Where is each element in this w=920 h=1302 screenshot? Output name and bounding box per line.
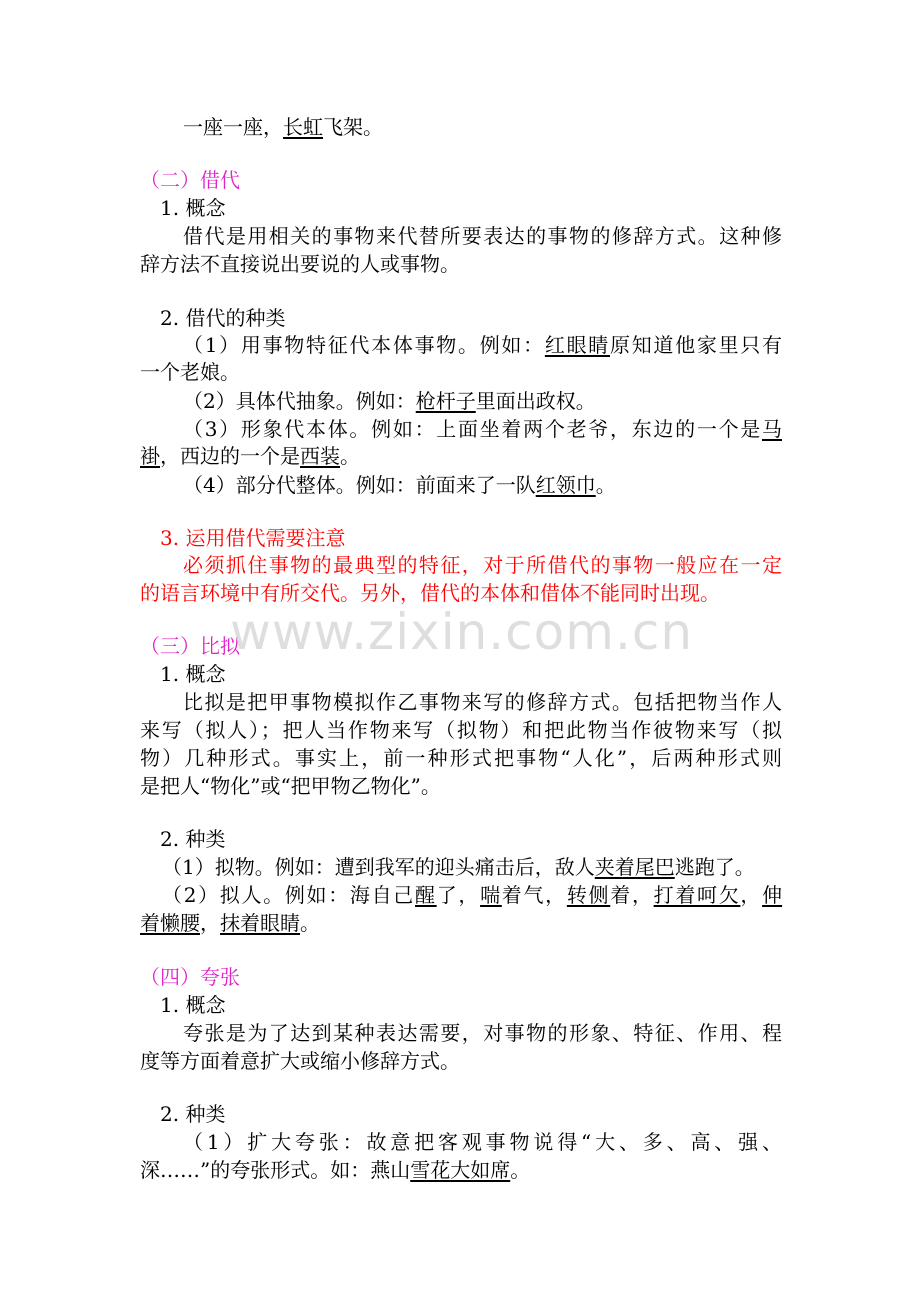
underlined-example: 转侧 — [566, 883, 611, 907]
underlined-example: 着懒腰 — [140, 911, 200, 935]
concept-label: 1. 概念 — [160, 993, 226, 1017]
type-item: （1）扩大夸张：故意把客观事物说得“大、多、高、强、 — [183, 1130, 782, 1154]
underlined-example: 褂 — [140, 444, 160, 468]
underlined-example: 雪花大如席 — [410, 1158, 511, 1182]
underlined-example: 枪杆子 — [415, 389, 476, 413]
type-item — [183, 388, 825, 414]
paragraph-line: 是把人“物化”或“把甲物乙物化”。 — [140, 774, 441, 798]
text: ， — [740, 883, 763, 907]
text: ， — [200, 911, 220, 935]
type-item-cont — [140, 910, 782, 936]
types-label: 2. 借代的种类 — [160, 306, 286, 330]
text: 着气， — [501, 883, 567, 907]
underlined-example: 喘 — [480, 883, 502, 907]
text: （2）拟人。例如：海自己 — [162, 883, 415, 907]
underlined-example: 红眼睛 — [544, 333, 610, 357]
underlined-example: 红领巾 — [535, 473, 596, 497]
text: 一座一座， — [183, 115, 283, 139]
text: （3）形象代本体。例如：上面坐着两个老爷，东边的一个是 — [183, 417, 762, 441]
watermark: www.zixin.com.cn — [230, 603, 694, 661]
text: 。 — [300, 911, 320, 935]
paragraph-line: 借代是用相关的事物来代替所要表达的事物的修辞方式。这种修 — [183, 224, 782, 248]
type-item-cont — [140, 1157, 782, 1183]
types-label: 2. 种类 — [160, 1102, 226, 1126]
underlined-example: 打着呵欠 — [653, 883, 741, 907]
section-heading-bini: （三）比拟 — [140, 634, 240, 658]
note-line: 的语言环境中有所交代。另外，借代的本体和借体不能同时出现。 — [140, 581, 720, 605]
type-item — [162, 854, 804, 880]
type-item-cont — [140, 443, 782, 469]
type-item — [183, 472, 825, 498]
text: 深……”的夸张形式。如：燕山 — [140, 1158, 411, 1182]
text: （1）用事物特征代本体事物。例如： — [183, 333, 545, 357]
text: （1）拟物。例如：遭到我军的迎头痛击后，敌人 — [162, 855, 595, 879]
paragraph-line: 物）几种形式。事实上，前一种形式把事物“人化”，后两种形式则 — [140, 746, 782, 770]
underlined-example: 西装 — [300, 444, 340, 468]
section-heading-jiedai: （二）借代 — [140, 168, 240, 192]
text: 了， — [436, 883, 481, 907]
text: 。 — [340, 444, 360, 468]
section-heading-kuazhang: （四）夸张 — [140, 965, 240, 989]
text: 飞架。 — [323, 115, 383, 139]
underlined-example: 长虹 — [283, 115, 323, 139]
text: 里面出政权。 — [475, 389, 596, 413]
underlined-example: 伸 — [762, 883, 783, 907]
type-item — [162, 882, 782, 908]
note-line: 必须抓住事物的最典型的特征，对于所借代的事物一般应在一定 — [183, 553, 782, 577]
paragraph-line: 夸张是为了达到某种表达需要，对事物的形象、特征、作用、程 — [183, 1021, 782, 1045]
concept-label: 1. 概念 — [160, 196, 226, 220]
text: （2）具体代抽象。例如： — [183, 389, 416, 413]
underlined-example: 马 — [762, 417, 782, 441]
type-item-cont: 一个老娘。 — [140, 360, 240, 384]
paragraph-line: 来写（拟人）；把人当作物来写（拟物）和把此物当作彼物来写（拟 — [140, 718, 782, 742]
types-label: 2. 种类 — [160, 827, 226, 851]
type-item — [183, 332, 782, 358]
type-item — [183, 416, 782, 442]
text: 逃跑了。 — [674, 855, 755, 879]
paragraph-line: 比拟是把甲事物模拟作乙事物来写的修辞方式。包括把物当作人 — [183, 690, 782, 714]
text: 。 — [595, 473, 616, 497]
text: 。 — [510, 1158, 531, 1182]
paragraph-line: 度等方面着意扩大或缩小修辞方式。 — [140, 1049, 460, 1073]
text: ，西边的一个是 — [160, 444, 300, 468]
example-line — [183, 114, 825, 140]
text: 着， — [610, 883, 654, 907]
text: （4）部分代整体。例如：前面来了一队 — [183, 473, 536, 497]
note-label: 3. 运用借代需要注意 — [160, 526, 346, 550]
underlined-example: 醒 — [414, 883, 437, 907]
text: 原知道他家里只有 — [610, 333, 782, 357]
underlined-example: 夹着尾巴 — [594, 855, 675, 879]
paragraph-line: 辞方法不直接说出要说的人或事物。 — [140, 252, 460, 276]
concept-label: 1. 概念 — [160, 662, 226, 686]
underlined-example: 抹着眼睛 — [220, 911, 300, 935]
